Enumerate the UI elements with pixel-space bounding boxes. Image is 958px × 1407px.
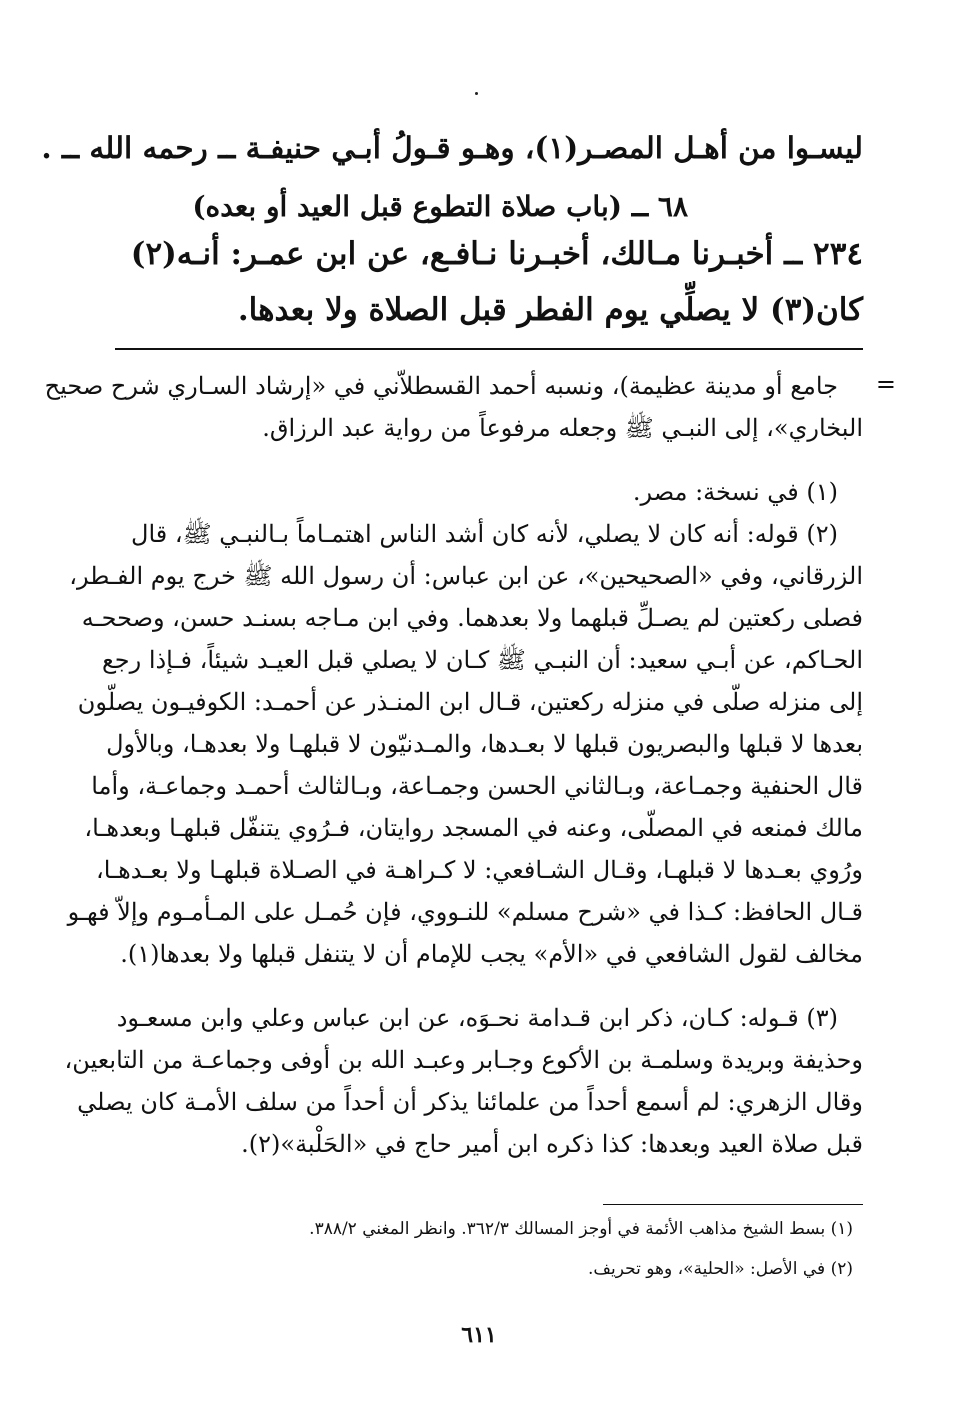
continuation-marker: = <box>875 370 896 398</box>
chapter-heading: ٦٨ ــ (باب صلاة التطوع قبل العيد أو بعده) <box>192 190 688 223</box>
commentary-note-2-line: ورُوي بعـدها لا قبلهـا، وقـال الشـافعي: لا كـراهـة في الصـلاة قبلهـا ولا بعـدهـا، <box>96 856 863 884</box>
commentary-note-2-line: فصلى ركعتين لم يصـلِّ قبلهما ولا بعدهما. وفي ابن مـاجه بسنـد حسن، وصححـه <box>81 604 863 632</box>
commentary-note-2-line: بعدها لا قبلها والبصريون قبلها لا بعـدها، والمـدنيّون لا قبلهـا ولا بعدهـا، وبالأول <box>106 730 863 758</box>
footnote-2: (٢) في الأصل: «الحلية»، وهو تحريف. <box>588 1259 853 1279</box>
commentary-note-2-line: قال الحنفية وجمـاعة، وبـالثاني الحسن وجمـاعة، وبـالثالث أحمـد وجماعـة، وأما <box>91 772 863 800</box>
commentary-note-2-line: الحـاكم، عن أبـي سعيد: أن النبـي ﷺ كـان لا يصلي قبل العيـد شيئاً، فـإذا رجع <box>101 646 863 674</box>
commentary-continued-line-2: البخاري»، إلى النبـي ﷺ وجعله مرفوعاً من رواية عبد الرزاق. <box>262 414 863 442</box>
commentary-continued-line-1: جامع أو مدينة عظيمة)، ونسبه أحمد القسطلاّني في «إرشاد السـاري شرح صحيح <box>44 372 838 400</box>
commentary-note-3-line: وقال الزهري: لم أسمع أحداً من علمائنا يذكر أن أحداً من سلف الأمـة كان يصلي <box>77 1088 863 1116</box>
commentary-note-1: (١) في نسخة: مصر. <box>632 478 838 506</box>
ink-speck <box>475 92 478 95</box>
commentary-note-2-line: قـال الحافظ: كـذا في «شرح مسلم» للنـووي، فإن حُمـل على المـأمـوم وإلاّ فهـو <box>67 898 863 926</box>
hadith-line-2: كان(٣) لا يصلِّي يوم الفطر قبل الصلاة ولا بعدها. <box>237 292 863 328</box>
page-number: ٦١١ <box>461 1322 497 1348</box>
commentary-note-2-line: (٢) قوله: أنه كان لا يصلي، لأنه كان أشد الناس اهتمـاماً بـالنبـي ﷺ، قال <box>131 520 838 548</box>
main-text-line-1: ليسـوا من أهـل المصـر(١)، وهـو قـولُ أبـي حنيفـة ــ رحمه الله ــ . <box>41 130 863 165</box>
commentary-note-3-line: وحذيفة وبريدة وسلمـة بن الأكوع وجـابر وعبـد الله بن أوفى وجماعـة من التابعين، <box>64 1046 863 1074</box>
footnote-1: (١) بسط الشيخ مذاهب الأئمة في أوجز المسالك ٣٦٢/٣. وانظر المغني ٣٨٨/٢. <box>309 1219 853 1239</box>
commentary-note-2-line: مالك فمنعه في المصلّى، وعنه في المسجد روايتان، فـرُوي يتنفّل قبلهـا وبعدهـا، <box>84 814 863 842</box>
footnote-divider <box>603 1204 863 1205</box>
commentary-note-3-line: (٣) قـوله: كـان، ذكر ابن قـدامة نحـوَه، عن ابن عباس وعلي وابن مسعـود <box>116 1004 838 1032</box>
main-text-divider <box>115 348 863 350</box>
commentary-note-2-line: إلى منزله صلّى في منزله ركعتين، قـال ابن المنـذر عن أحمـد: الكوفيـون يصلّون <box>77 688 863 716</box>
commentary-note-3-line: قبل صلاة العيد وبعدها: كذا ذكره ابن أمير حاج في «الحَلْبة»(٢). <box>241 1130 863 1158</box>
commentary-note-2-line: مخالف لقول الشافعي في «الأم» يجب للإمام أن لا يتنفل قبلها ولا بعدها(١). <box>120 940 863 968</box>
hadith-line-1: ٢٣٤ ــ أخبـرنا مـالك، أخبـرنا نـافـع، عن ابن عمـر: أنـه(٢) <box>130 236 863 272</box>
commentary-note-2-line: الزرقاني، وفي «الصحيحين»، عن ابن عباس: أن رسول الله ﷺ خرج يوم الفـطر، <box>69 562 863 590</box>
